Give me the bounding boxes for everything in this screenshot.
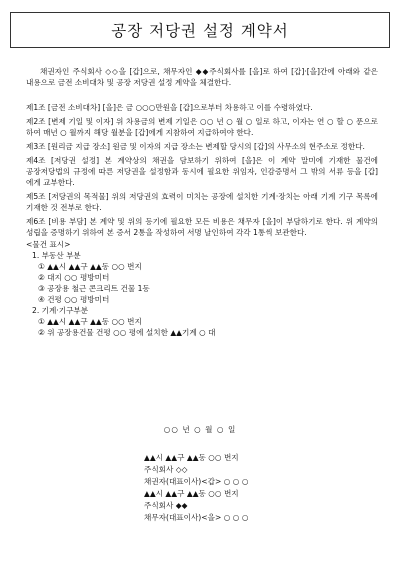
- document-body: [26, 66, 378, 338]
- section-2-item: ① ▲▲시 ▲▲구 ▲▲동 ○○ 번지: [38, 317, 142, 326]
- debtor-signature-line: 채무자(대표이사)<을> ○ ○ ○: [144, 513, 249, 522]
- article-2: 제2조 [변제 기일 및 이자] 위 차용금의 변제 기일은 ○○ 년 ○ 월 ○ 일로 하고, 이자는 연 ○ 할 ○ 푼으로 하여 매년 ○ 월까지 해당 월분을 [갑]에게 지참하여 지급하여야 한다.: [26, 117, 378, 137]
- section-1-title: 1. 부동산 부분: [32, 251, 81, 260]
- debtor-address: ▲▲시 ▲▲구 ▲▲동 ○○ 번지: [144, 489, 239, 498]
- spacer: [26, 88, 378, 102]
- intro-paragraph: 채권자인 주식회사 ◇◇을 [갑]으로, 채무자인 ◆◆주식회사를 [을]로 하여 [갑]·[을]간에 아래와 같은 내용으로 금전 소비대차 및 공장 저당권 설정 계약을 체결한다.: [26, 67, 378, 87]
- creditor-signature-line: 채권자(대표이사)<갑> ○ ○ ○: [144, 477, 249, 486]
- debtor-company: 주식회사 ◆◆: [144, 501, 188, 510]
- section-2-title: 2. 기계·기구부분: [32, 306, 89, 315]
- article-4: 제4조 [저당권 설정] 본 계약상의 채권을 담보하기 위하여 [을]은 이 계약 말미에 기재한 물건에 공장저당법의 규정에 따른 저당권을 설정함과 동시에 필요한 위임자, 인감증명서 그 밖의 서류 등을 [갑]에게 교부한다.: [26, 156, 378, 187]
- article-6: 제6조 [비용 부담] 본 계약 및 위의 등기에 필요한 모든 비용은 채무자 [을]이 부담하기로 한다. 위 계약의 성립을 증명하기 위하여 본 증서 2통을 작성하여 서명 날인하여 각각 1통씩 보관한다.: [26, 217, 378, 237]
- title-box: [10, 12, 390, 48]
- section-1-item: ② 대지 ○○ 평방미터: [38, 273, 110, 282]
- article-1: 제1조 [금전 소비대차] [을]은 금 ○○○만원을 [갑]으로부터 차용하고 이를 수령하였다.: [26, 103, 313, 112]
- section-1-item: ③ 공장용 철근 콘크리트 건물 1동: [38, 284, 150, 293]
- creditor-company: 주식회사 ◇◇: [144, 465, 188, 474]
- section-2-item: ② 위 공장용건물 건평 ○○ 평에 설치한 ▲▲기계 ○ 대: [38, 328, 216, 337]
- article-5: 제5조 [저당권의 목적물] 위의 저당권의 효력이 미치는 공장에 설치한 기계·장치는 아래 기계 기구 목록에 기재한 것 전부로 한다.: [26, 192, 378, 212]
- document-title: 공장 저당권 설정 계약서: [111, 22, 289, 40]
- section-1-item: ④ 건평 ○○ 평방미터: [38, 295, 110, 304]
- contract-date: ○○ 년 ○ 월 ○ 일: [163, 425, 237, 434]
- signatories: [144, 452, 248, 524]
- section-1-item: ① ▲▲시 ▲▲구 ▲▲동 ○○ 번지: [38, 262, 142, 271]
- item-list-title: <물건 표시>: [26, 240, 71, 249]
- article-3: 제3조 [원리금 지급 장소] 원금 및 이자의 지급 장소는 변제할 당시의 [갑]의 사무소의 현주소로 정한다.: [26, 142, 365, 151]
- creditor-address: ▲▲시 ▲▲구 ▲▲동 ○○ 번지: [144, 453, 239, 462]
